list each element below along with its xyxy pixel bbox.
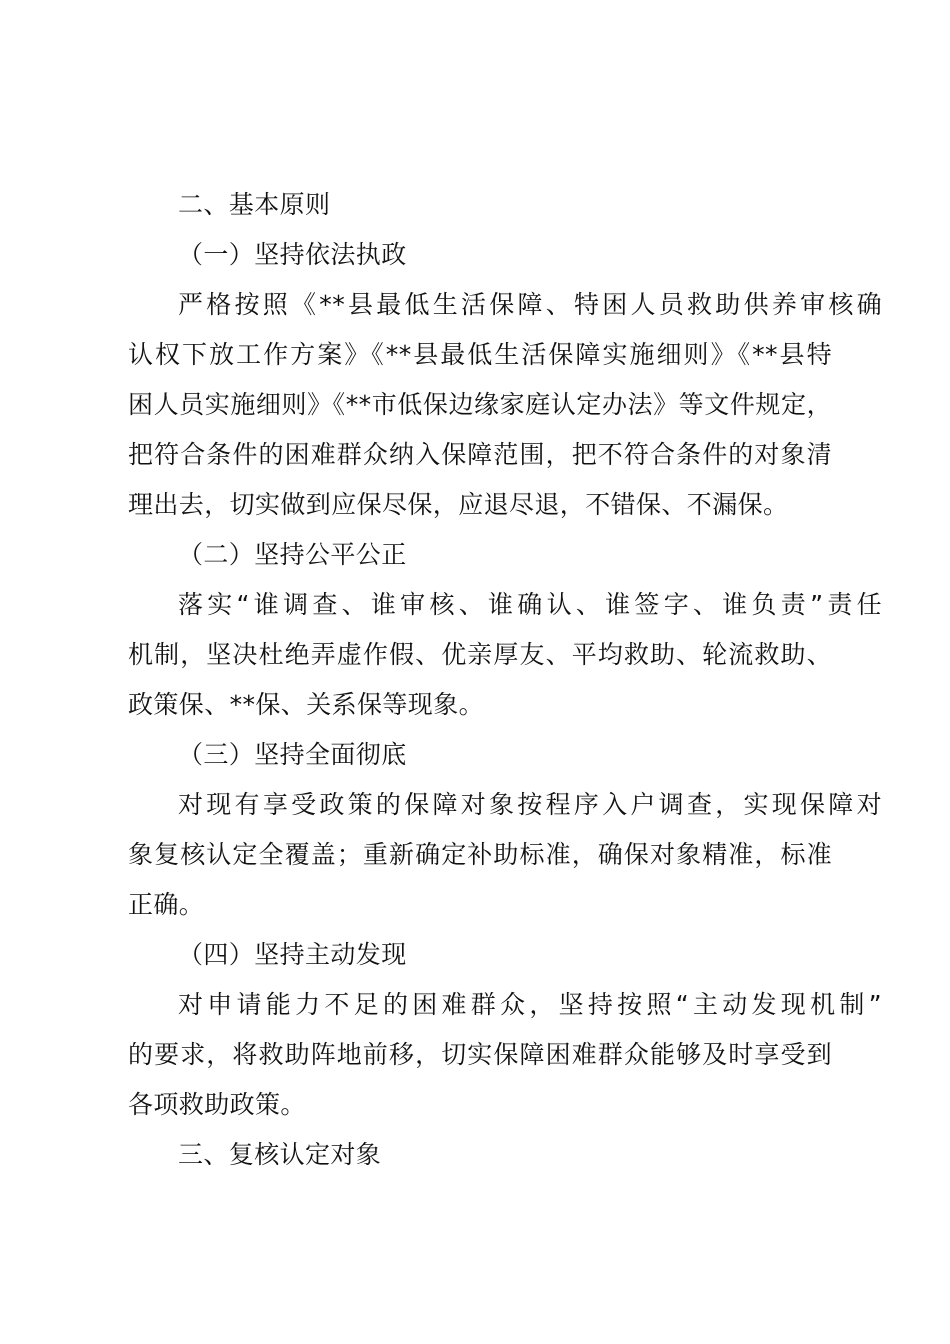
paragraph-line: 象复核认定全覆盖；重新确定补助标准，确保对象精准，标准 (128, 840, 832, 869)
paragraph-active-discovery (128, 980, 882, 1130)
paragraph-line: 机制，坚决杜绝弄虚作假、优亲厚友、平均救助、轮流救助、 (128, 640, 832, 669)
paragraph-line: 落实“谁调查、谁审核、谁确认、谁签字、谁负责”责任 (178, 590, 882, 619)
subheading-active-discovery: （四）坚持主动发现 (178, 940, 407, 969)
paragraph-line: 对申请能力不足的困难群众，坚持按照“主动发现机制” (178, 990, 882, 1019)
paragraph-comprehensive (128, 780, 882, 930)
paragraph-line: 的要求，将救助阵地前移，切实保障困难群众能够及时享受到 (128, 1040, 832, 1069)
document-body (128, 180, 882, 1180)
paragraph-line: 认权下放工作方案》《**县最低生活保障实施细则》《**县特 (128, 340, 832, 369)
paragraph-line: 各项救助政策。 (128, 1090, 306, 1119)
section-heading-basic-principles: 二、基本原则 (178, 190, 331, 219)
paragraph-line: 理出去，切实做到应保尽保，应退尽退，不错保、不漏保。 (128, 490, 789, 519)
paragraph-fairness (128, 580, 882, 730)
paragraph-line: 政策保、**保、关系保等现象。 (128, 690, 485, 719)
paragraph-rule-of-law (128, 280, 882, 530)
paragraph-line: 困人员实施细则》《**市低保边缘家庭认定办法》等文件规定， (128, 390, 832, 419)
subheading-fairness: （二）坚持公平公正 (178, 540, 407, 569)
paragraph-line: 把符合条件的困难群众纳入保障范围，把不符合条件的对象清 (128, 440, 832, 469)
paragraph-line: 对现有享受政策的保障对象按程序入户调查，实现保障对 (178, 790, 882, 819)
subheading-rule-of-law: （一）坚持依法执政 (178, 240, 407, 269)
section-heading-review-targets: 三、复核认定对象 (178, 1140, 382, 1169)
paragraph-line: 严格按照《**县最低生活保障、特困人员救助供养审核确 (178, 290, 882, 319)
paragraph-line: 正确。 (128, 890, 205, 919)
subheading-comprehensive: （三）坚持全面彻底 (178, 740, 407, 769)
